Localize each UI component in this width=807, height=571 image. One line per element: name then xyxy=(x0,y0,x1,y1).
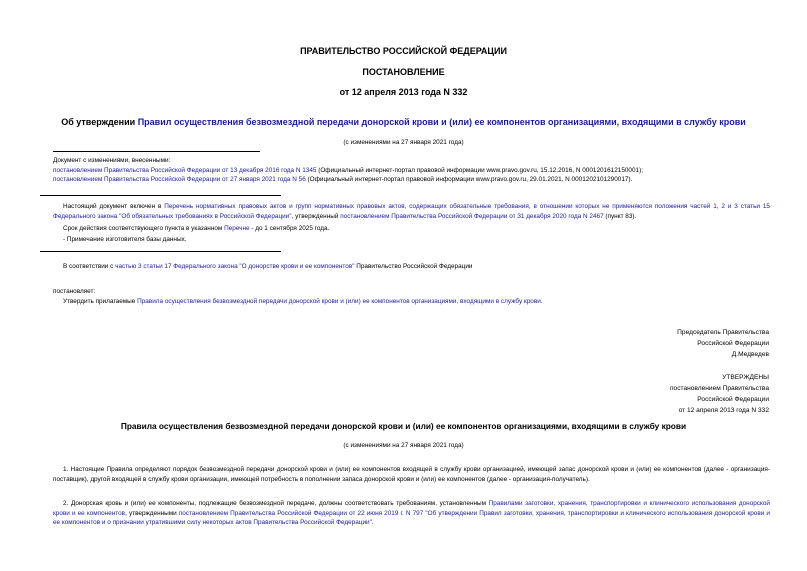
amendment-item: постановлением Правительства Российской Федерации от 13 декабря 2016 года N 1345 (Официальный интернет-портал правовой информации www.pravo.gov.ru, 15.12.2016, N 0001201612150001); xyxy=(53,166,644,174)
doc-type-heading: ПОСТАНОВЛЕНИЕ xyxy=(362,67,445,77)
rules-paragraph-1: 1. Настоящие Правила определяют порядок безвозмездной передачи донорской крови и (или) ее компонентов входящей в службу крови организацией, имеющей запас донорской крови и (или) ее компонентов (далее - организация-поставщик), другой входящей в службу крови организации, имеющей потребность в пополнении запаса донорской крови и (или) ее компонентов (далее - организация-получатель). xyxy=(53,466,770,483)
law-article-link[interactable]: частью 3 статьи 17 Федерального закона "О донорстве крови и ее компонентов" xyxy=(115,263,355,270)
amendments-block xyxy=(53,156,770,185)
approved-rules-link[interactable]: Правила осуществления безвозмездной передачи донорской крови и (или) ее компонентов организациями, входящими в службу крови xyxy=(137,298,541,305)
rules-title: Правила осуществления безвозмездной передачи донорской крови и (или) ее компонентов организациями, входящими в службу крови xyxy=(120,421,687,431)
resolution-797-link[interactable]: постановлением Правительства Российской Федерации от 22 июня 2019 г. N 797 "Об утверждении Правил заготовки, хранения, транспортировки и клинического использования донорской крови и ее компонентов и о признании утратившими силу некоторых актов Правительства Российской Федерации" xyxy=(53,509,770,526)
approve-paragraph: Утвердить прилагаемые Правила осуществления безвозмездной передачи донорской крови и (или) ее компонентов организациями, входящими в службу крови. xyxy=(63,298,543,305)
preamble: В соответствии с частью 3 статьи 17 Федерального закона "О донорстве крови и ее компонентов" Правительство Российской Федерации xyxy=(63,263,473,270)
blood-rules-link[interactable]: Правилами заготовки, хранения, транспортировки и клинического использования донорской крови и ее компонентов xyxy=(53,500,770,517)
title-rules-link[interactable]: Правил осуществления безвозмездной передачи донорской крови и (или) ее компонентов организациями, входящими в службу крови xyxy=(137,117,746,127)
amendment-item: постановлением Правительства Российской Федерации от 27 января 2021 года N 56 (Официальный интернет-портал правовой информации www.pravo.gov.ru, 29.01.2021, N 0001202101290017). xyxy=(53,176,633,183)
resolution-2467-link[interactable]: постановлением Правительства Российской Федерации от 31 декабря 2020 года N 2467 xyxy=(340,212,604,220)
decrees-label: постановляет: xyxy=(53,288,96,295)
amendment-link-2016[interactable]: постановлением Правительства Российской Федерации от 13 декабря 2016 года N 1345 xyxy=(53,166,317,174)
approved-stamp: УТВЕРЖДЕНЫ постановлением Правительства Российской Федерации от 12 апреля 2013 года N 332 xyxy=(669,374,769,414)
list-link[interactable]: Перечне xyxy=(224,225,250,232)
government-heading: ПРАВИТЕЛЬСТВО РОССИЙСКОЙ ФЕДЕРАЦИИ xyxy=(300,46,507,56)
amendment-link-2021[interactable]: постановлением Правительства Российской Федерации от 27 января 2021 года N 56 xyxy=(53,176,306,183)
obligatory-requirements-list-link[interactable]: Перечень нормативных правовых актов и групп нормативных правовых актов, содержащих обязательные требования, в отношении которых не применяются положения частей 1, 2 и 3 статьи 15 Федерального закона "Об обязательных требованиях в Российской Федерации" xyxy=(53,203,770,220)
date-number-heading: от 12 апреля 2013 года N 332 xyxy=(339,87,468,97)
divider xyxy=(53,151,260,152)
document-title xyxy=(0,117,807,127)
rules-paragraph-2: 2. Донорская кровь и (или) ее компоненты, подлежащие безвозмездной передаче, должны соответствовать требованиям, установленным Правилами заготовки, хранения, транспортировки и клинического использования донорской крови и ее компонентов, утвержденными постановлением Правительства Российской Федерации от 22 июня 2019 г. N 797 "Об утверждении Правил заготовки, хранения, транспортировки и клинического использования донорской крови и ее компонентов и о признании утратившими силу некоторых актов Правительства Российской Федерации". xyxy=(53,500,770,526)
title-prefix: Об утверждении xyxy=(61,117,138,127)
divider xyxy=(40,195,281,196)
notice-paragraph: Настоящий документ включен в Перечень нормативных правовых актов и групп нормативных правовых актов, содержащих обязательные требования, в отношении которых не применяются положения частей 1, 2 и 3 статьи 15 Федерального закона "Об обязательных требованиях в Российской Федерации", утвержденный постановлением Правительства Российской Федерации от 31 декабря 2020 года N 2467 (пункт 83). xyxy=(53,203,770,220)
amendments-intro: Документ с изменениями, внесенными: xyxy=(53,157,171,164)
notice-term: Срок действия соответствующего пункта в указанном Перечне - до 1 сентября 2025 года. xyxy=(63,225,330,232)
rules-changes-note: (с изменениями на 27 января 2021 года) xyxy=(343,442,464,449)
signature-block: Председатель Правительства Российской Федерации Д.Медведев xyxy=(677,329,769,358)
changes-note: (с изменениями на 27 января 2021 года) xyxy=(343,139,464,146)
database-note: - Примечание изготовителя базы данных. xyxy=(63,236,187,243)
divider xyxy=(40,251,281,252)
